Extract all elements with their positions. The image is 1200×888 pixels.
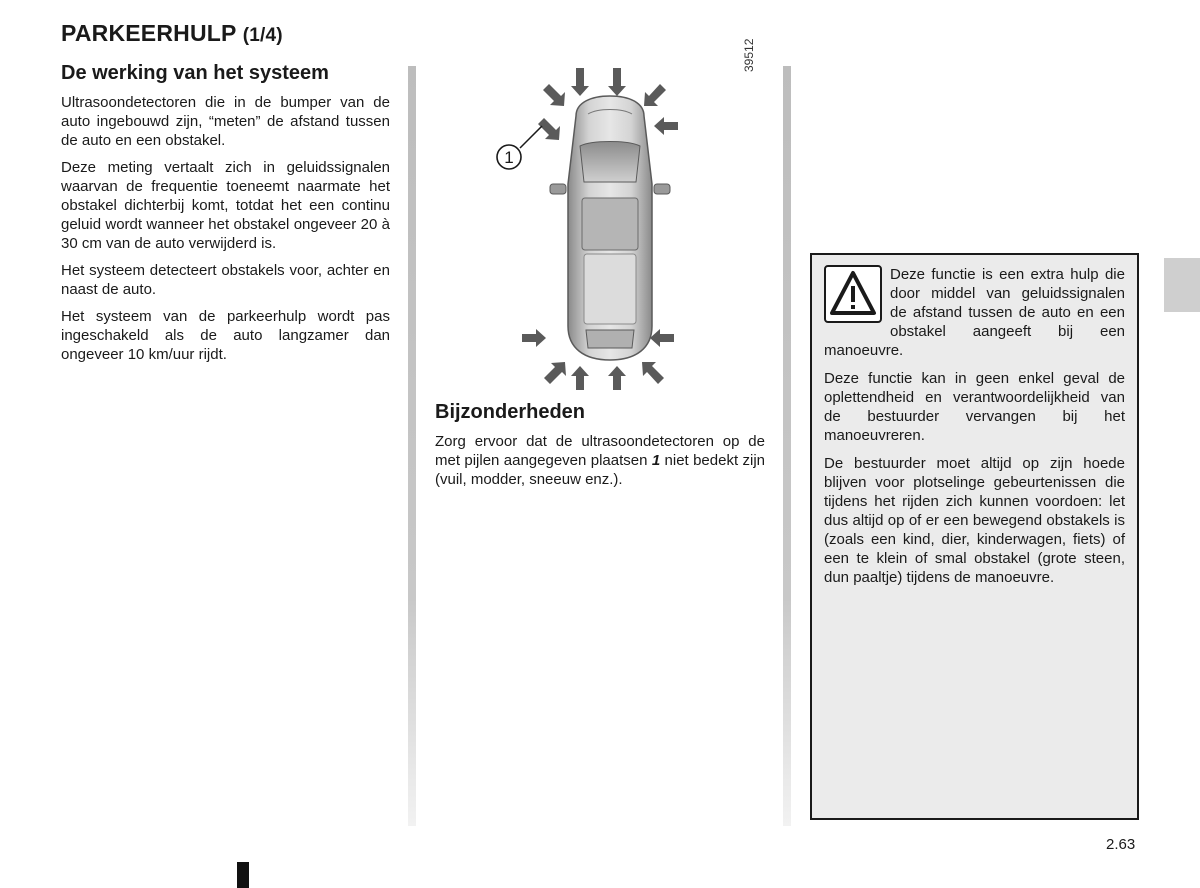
paragraph: Het systeem van de parkeerhulp wordt pas ingeschakeld als de auto langzamer dan ongeveer 10 km/uur rijdt. <box>61 308 390 363</box>
arrow-icon <box>571 68 589 96</box>
crop-mark <box>237 862 249 888</box>
warning-paragraph: Deze functie is een extra hulp die door middel van geluidssignalen de afstand tussen de auto en een obstakel aangeeft bij een manoeuvre. <box>824 266 1125 359</box>
page-title <box>61 20 283 47</box>
arrow-icon <box>654 117 678 135</box>
paragraph: Het systeem detecteert obstakels voor, achter en naast de auto. <box>61 262 390 298</box>
arrow-icon <box>608 68 626 96</box>
arrow-icon <box>644 84 666 106</box>
arrow-icon <box>538 118 560 140</box>
paragraph: Deze meting vertaalt zich in geluidssignalen waarvan de frequentie toeneemt naarmate het obstakel dichterbij komt, totdat het een continu geluid wordt wanneer het obstakel ongeveer 20 à 30 cm van de auto verwijderd is. <box>61 159 390 252</box>
middle-column <box>435 401 765 497</box>
car-sensor-diagram <box>468 64 768 394</box>
left-column <box>61 62 390 372</box>
column-divider <box>408 66 416 826</box>
paragraph <box>435 432 765 489</box>
warning-triangle-icon <box>824 265 882 323</box>
page-title-part: (1/4) <box>242 25 283 46</box>
page-number: 2.63 <box>1106 836 1136 853</box>
arrow-icon <box>544 362 566 384</box>
paragraph: Ultrasoondetectoren die in de bumper van de auto ingebouwd zijn, “meten” de afstand tussen de auto en een obstakel. <box>61 94 390 149</box>
callout-number: 1 <box>504 148 514 167</box>
arrow-icon <box>571 366 589 390</box>
paragraph-text: Zorg ervoor dat de ultrasoondetectoren op de met pijlen aangegeven plaatsen <box>435 433 765 469</box>
arrow-icon <box>650 329 674 347</box>
arrow-icon <box>522 329 546 347</box>
section-tab <box>1164 258 1200 312</box>
callout-1 <box>497 126 542 169</box>
section-heading: Bijzonderheden <box>435 401 586 423</box>
arrow-icon <box>608 366 626 390</box>
figure-code: 39512 <box>742 38 756 72</box>
arrow-icon <box>543 84 565 106</box>
section-heading: De werking van het systeem <box>61 62 329 84</box>
column-divider <box>783 66 791 826</box>
warning-paragraph: Deze functie kan in geen enkel geval de oplettendheid en verantwoordelijkheid van de bestuurder vervangen bij het manoeuvreren. <box>824 370 1125 444</box>
car-top-view <box>550 96 670 360</box>
warning-box <box>810 253 1139 820</box>
paragraph-text: niet bedekt zijn (vuil, modder, sneeuw enz.). <box>435 452 765 488</box>
warning-paragraph: De bestuurder moet altijd op zijn hoede blijven voor plotselinge gebeurtenissen die tijdens het rijden zich kunnen voordoen: let dus altijd op of er een bewegend obstakels is (zoals een kind, dier, kinderwagen, fiets) of een te klein of smal obstakel (grote steen, dun paaltje) tijdens de manoeuvre. <box>824 455 1125 586</box>
reference-number: 1 <box>651 452 661 469</box>
page-title-text: PARKEERHULP <box>61 20 237 46</box>
arrow-icon <box>642 362 664 384</box>
